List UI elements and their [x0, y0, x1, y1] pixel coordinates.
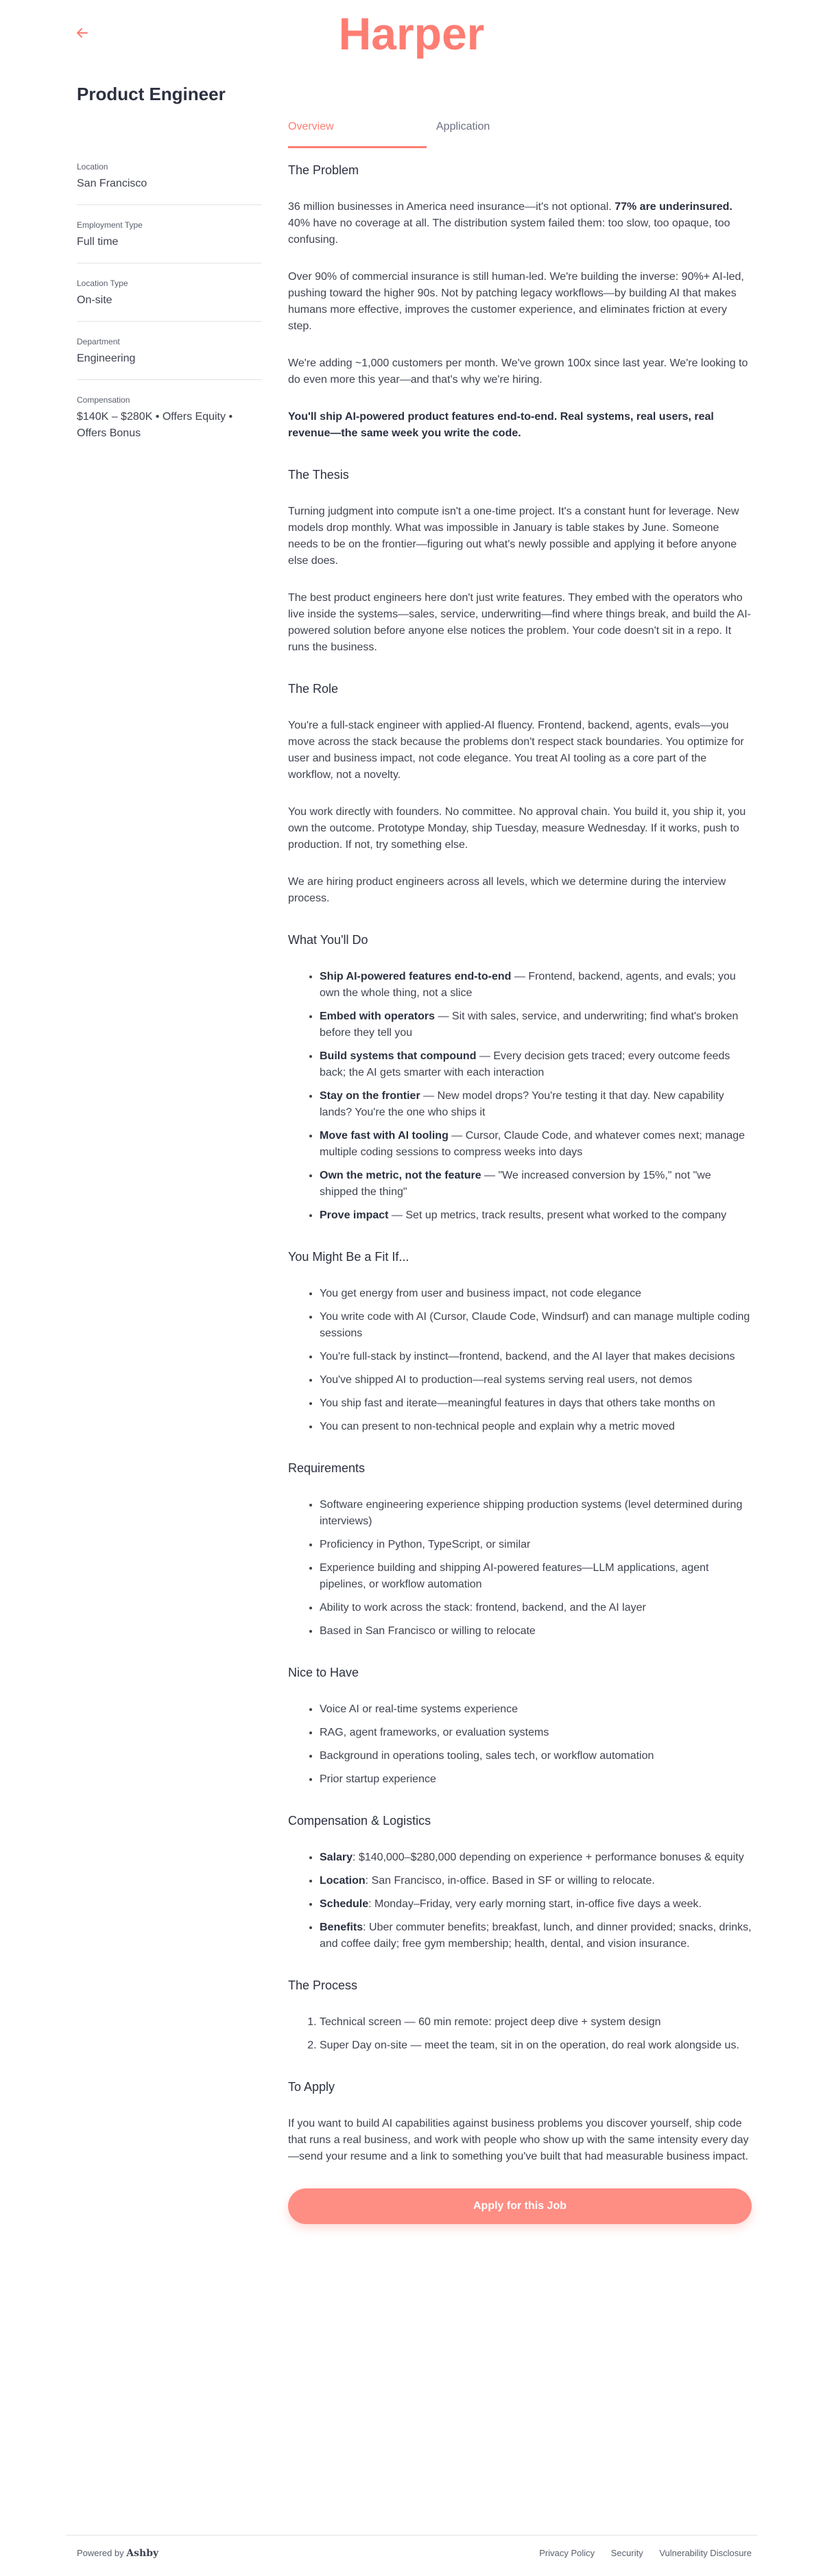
- list-item: • Background in operations tooling, sales tech, or workflow automation: [320, 1748, 752, 1764]
- list-item: • Software engineering experience shipping production systems (level determined during interviews): [320, 1497, 752, 1530]
- list-item: [320, 969, 752, 1002]
- footer: [77, 2544, 752, 2564]
- section-heading-what-youll-do: What You'll Do: [288, 933, 368, 947]
- meta-label: Compensation: [77, 395, 130, 405]
- process-list: [320, 2014, 752, 2054]
- section-heading-fit: You Might Be a Fit If...: [288, 1250, 409, 1264]
- item-text: — New model drops? You're testing it that day. New capability lands? You're the one who ships it: [320, 1090, 724, 1118]
- list-item: [320, 1207, 752, 1224]
- item-text: — "We increased conversion by 15%," not "we shipped the thing": [320, 1170, 711, 1198]
- powered-by: [77, 2548, 158, 2559]
- meta-label: Employment Type: [77, 220, 143, 230]
- logo-wordmark: Harper: [338, 10, 485, 59]
- emphasis: You'll ship AI-powered product features end-to-end. Real systems, real users, real revenue—the same week you write the code.: [288, 411, 714, 439]
- list-item: [320, 1048, 752, 1081]
- item-text: : San Francisco, in-office. Based in SF or willing to relocate.: [365, 1875, 655, 1887]
- section-heading-process: The Process: [288, 1978, 358, 1992]
- footer-links: [525, 2548, 752, 2558]
- paragraph: We are hiring product engineers across all levels, which we determine during the interview process.: [288, 876, 726, 904]
- list-item: • RAG, agent frameworks, or evaluation systems: [320, 1725, 752, 1741]
- footer-divider: [66, 2535, 757, 2536]
- list-item: [320, 1008, 752, 1041]
- item-title: Ship AI-powered features end-to-end: [320, 971, 512, 982]
- paragraph: You're a full-stack engineer with applied-AI fluency. Frontend, backend, agents, evals—you move across the stack because the problems don't respect stack boundaries. You optimize for user and business impact, not code elegance. You treat AI tooling as a core part of the workflow, not a novelty.: [288, 720, 744, 781]
- item-text: — Sit with sales, service, and underwriting; find what's broken before they tell you: [320, 1011, 739, 1039]
- page-title: Product Engineer: [77, 84, 226, 104]
- item-title: Build systems that compound: [320, 1050, 477, 1062]
- paragraph: We're adding ~1,000 customers per month. We've grown 100x since last year. We're looking to do even more this year—and that's why we're hiring.: [288, 357, 748, 386]
- paragraph: If you want to build AI capabilities against business problems you discover yourself, ship code that runs a real business, and work with people who show up with the same intensity every day—send your resume and a link to something you've built that had measurable business impact.: [288, 2118, 749, 2162]
- vulnerability-disclosure-link[interactable]: Vulnerability Disclosure: [659, 2548, 752, 2558]
- meta-label: Department: [77, 337, 120, 346]
- item-title: Stay on the frontier: [320, 1090, 420, 1102]
- meta-value: Engineering: [77, 353, 136, 364]
- back-arrow-icon[interactable]: [74, 25, 91, 41]
- list-item: • Ability to work across the stack: frontend, backend, and the AI layer: [320, 1600, 752, 1616]
- meta-value: San Francisco: [77, 178, 147, 189]
- item-title: Move fast with AI tooling: [320, 1130, 449, 1142]
- list-item: • You can present to non-technical people and explain why a metric moved: [320, 1419, 752, 1435]
- meta-location: [77, 158, 262, 205]
- section-heading-thesis: The Thesis: [288, 468, 349, 482]
- list-item: [320, 1168, 752, 1201]
- section-heading-problem: The Problem: [288, 163, 359, 177]
- item-text: — Every decision gets traced; every outcome feeds back; the AI gets smarter with each interaction: [320, 1050, 730, 1078]
- meta-value: $140K – $280K • Offers Equity • Offers Bonus: [77, 411, 233, 439]
- job-description: [288, 162, 752, 2224]
- list-item: 1. Technical screen — 60 min remote: project deep dive + system design: [320, 2014, 752, 2031]
- item-text: : Uber commuter benefits; breakfast, lunch, and dinner provided; snacks, drinks, and coffee daily; free gym membership; health, dental, and vision insurance.: [320, 1922, 752, 1950]
- paragraph: Turning judgment into compute isn't a one-time project. It's a constant hunt for leverage. New models drop monthly. What was impossible in January is table stakes by June. Someone needs to be on the frontier—figuring out what's newly possible and applying it before anyone else does.: [288, 506, 739, 567]
- paragraph: The best product engineers here don't just write features. They embed with the operators who live inside the systems—sales, service, underwriting—find where things break, and build the AI-powered solution before anyone else notices the problem. Your code doesn't sit in a repo. It runs the business.: [288, 592, 751, 653]
- list-item: [320, 1850, 752, 1866]
- harper-logo[interactable]: [315, 10, 508, 59]
- list-item: • You get energy from user and business impact, not code elegance: [320, 1286, 752, 1302]
- requirements-list: [320, 1497, 752, 1640]
- list-item: [320, 1919, 752, 1952]
- item-text: — Frontend, backend, agents, and evals; you own the whole thing, not a slice: [320, 971, 736, 999]
- list-item: • Voice AI or real-time systems experience: [320, 1701, 752, 1718]
- item-text: — Cursor, Claude Code, and whatever comes next; manage multiple coding sessions to compress weeks into days: [320, 1130, 746, 1158]
- list-item: • You're full-stack by instinct—frontend, backend, and the AI layer that makes decisions: [320, 1349, 752, 1365]
- list-item: • You ship fast and iterate—meaningful features in days that others take months on: [320, 1395, 752, 1412]
- section-heading-requirements: Requirements: [288, 1461, 366, 1475]
- paragraph-emphasis: [288, 409, 752, 442]
- list-item: [320, 1896, 752, 1913]
- item-text: : $140,000–$280,000 depending on experience + performance bonuses & equity: [353, 1852, 744, 1863]
- ashby-logo[interactable]: Ashby: [126, 2548, 159, 2559]
- section-heading-compensation: Compensation & Logistics: [288, 1814, 431, 1828]
- job-details-sidebar: [77, 158, 262, 465]
- item-title: Location: [320, 1875, 366, 1887]
- tab-application[interactable]: Application: [436, 121, 490, 132]
- meta-value: Full time: [77, 236, 119, 248]
- item-title: Schedule: [320, 1898, 369, 1910]
- compensation-list: [320, 1850, 752, 1952]
- section-heading-nice-to-have: Nice to Have: [288, 1666, 359, 1679]
- meta-employment-type: [77, 216, 262, 263]
- list-item: • You write code with AI (Cursor, Claude Code, Windsurf) and can manage multiple coding sessions: [320, 1309, 752, 1342]
- meta-location-type: [77, 274, 262, 322]
- item-title: Salary: [320, 1852, 353, 1863]
- fit-list: [320, 1286, 752, 1435]
- meta-label: Location Type: [77, 279, 128, 288]
- list-item: • Proficiency in Python, TypeScript, or similar: [320, 1537, 752, 1553]
- list-item: • Based in San Francisco or willing to relocate: [320, 1623, 752, 1640]
- privacy-policy-link[interactable]: Privacy Policy: [539, 2548, 595, 2558]
- meta-department: [77, 333, 262, 380]
- list-item: 2. Super Day on-site — meet the team, sit in on the operation, do real work alongside us.: [320, 2037, 752, 2054]
- list-item: [320, 1128, 752, 1161]
- paragraph: You work directly with founders. No committee. No approval chain. You build it, you ship it, you own the outcome. Prototype Monday, ship Tuesday, measure Wednesday. If it works, push to production. If not, try something else.: [288, 806, 746, 851]
- list-item: • You've shipped AI to production—real systems serving real users, not demos: [320, 1372, 752, 1389]
- nice-to-have-list: [320, 1701, 752, 1788]
- item-title: Embed with operators: [320, 1011, 436, 1022]
- security-link[interactable]: Security: [610, 2548, 643, 2558]
- item-text: — Set up metrics, track results, present what worked to the company: [388, 1209, 727, 1221]
- tab-overview[interactable]: Overview: [288, 115, 427, 148]
- text: 36 million businesses in America need insurance—it's not optional.: [288, 201, 615, 213]
- section-heading-role: The Role: [288, 682, 339, 696]
- tab-bar: [288, 115, 752, 148]
- emphasis: 77% are underinsured.: [615, 201, 732, 213]
- apply-button[interactable]: Apply for this Job: [288, 2188, 752, 2224]
- list-item: [320, 1088, 752, 1121]
- section-heading-apply: To Apply: [288, 2080, 335, 2094]
- responsibilities-list: [320, 969, 752, 1224]
- item-title: Benefits: [320, 1922, 363, 1933]
- item-title: Own the metric, not the feature: [320, 1170, 481, 1181]
- meta-compensation: [77, 391, 262, 454]
- list-item: [320, 1873, 752, 1889]
- paragraph: Over 90% of commercial insurance is still human-led. We're building the inverse: 90%+ AI-led, pushing toward the higher 90s. Not by patching legacy workflows—by building AI that makes humans more effective, improves the customer experience, and eliminates friction at every step.: [288, 271, 744, 332]
- text: 40% have no coverage at all. The distribution system failed them: too slow, too opaque, too confusing.: [288, 217, 730, 246]
- paragraph: [288, 199, 752, 248]
- list-item: • Experience building and shipping AI-powered features—LLM applications, agent pipelines, or workflow automation: [320, 1560, 752, 1593]
- list-item: • Prior startup experience: [320, 1771, 752, 1788]
- meta-value: On-site: [77, 294, 112, 306]
- powered-by-label: Powered by: [77, 2548, 124, 2558]
- item-text: : Monday–Friday, very early morning start, in-office five days a week.: [368, 1898, 702, 1910]
- meta-label: Location: [77, 162, 108, 172]
- item-title: Prove impact: [320, 1209, 389, 1221]
